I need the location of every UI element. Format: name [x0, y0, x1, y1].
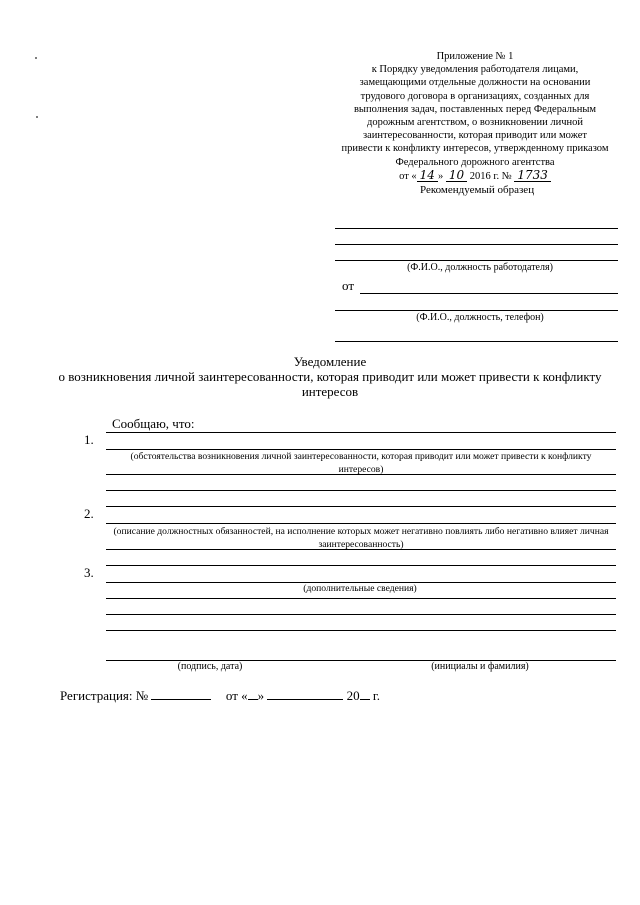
registration-from: от «: [225, 688, 248, 703]
order-year-text: 2016 г. №: [469, 170, 512, 182]
registration-day-blank: [248, 688, 258, 700]
item-caption: (обстоятельства возникновения личной заинтересованности, которая приводит или может привести к конфликту интересов): [130, 451, 592, 475]
item-caption: (описание должностных обязанностей, на исполнение которых может негативно повлиять либо негативно влияет личная заинтересованность): [113, 526, 609, 550]
date-mid: »: [437, 170, 444, 182]
item-line: [106, 598, 616, 599]
item-number: 3.: [84, 565, 94, 580]
registration-number-blank: [151, 688, 211, 700]
item-line: [106, 565, 616, 566]
initials-caption: (инициалы и фамилия): [431, 661, 529, 672]
employer-line: [335, 260, 618, 261]
item-line: [106, 549, 616, 550]
item-line: [106, 474, 616, 475]
notice-title: Уведомление: [293, 354, 367, 369]
registration-year-blank: [360, 688, 370, 700]
appendix-line: привести к конфликту интересов, утвержденному приказом: [341, 143, 609, 155]
recommended-sample-label: Рекомендуемый образец: [420, 184, 535, 196]
employee-line: [360, 293, 618, 294]
item-line: [106, 614, 616, 615]
registration-year-suffix: г.: [372, 688, 381, 703]
item-number: 2.: [84, 506, 94, 521]
registration-century: 20: [346, 688, 360, 703]
item-line: [106, 432, 616, 433]
item-caption: (дополнительные сведения): [303, 583, 417, 594]
order-month: 10: [446, 169, 467, 182]
appendix-line: Федерального дорожного агентства: [395, 156, 555, 168]
item-line: [106, 523, 616, 524]
employee-line: [335, 341, 618, 342]
appendix-header: [340, 50, 610, 183]
registration-row: [60, 688, 380, 704]
item-line: [106, 506, 616, 507]
employer-caption: (Ф.И.О., должность работодателя): [407, 262, 553, 273]
employer-line: [335, 228, 618, 229]
registration-close-quote: »: [257, 688, 265, 703]
signature-caption: (подпись, дата): [177, 661, 243, 672]
appendix-line: замещающими отдельные должности на основании: [359, 77, 591, 89]
order-date-row: [340, 169, 610, 183]
notice-title-block: [50, 354, 610, 399]
employee-line: [335, 310, 618, 311]
from-label: от: [342, 278, 355, 293]
appendix-line: к Порядку уведомления работодателя лицами,: [371, 64, 579, 76]
order-number: 1733: [514, 169, 551, 182]
notice-subtitle: о возникновения личной заинтересованности, которая приводит или может привести к конфликту интересов: [58, 369, 602, 399]
appendix-line: заинтересованности, которая приводит или может: [362, 130, 588, 142]
employee-caption: (Ф.И.О., должность, телефон): [416, 312, 544, 323]
appendix-title: Приложение № 1: [436, 51, 514, 62]
intro-text: Сообщаю, что:: [112, 416, 195, 431]
item-line: [106, 630, 616, 631]
item-line: [106, 490, 616, 491]
date-prefix: от «: [399, 170, 417, 182]
appendix-line: дорожным агентством, о возникновении личной: [367, 117, 583, 129]
employer-line: [335, 244, 618, 245]
appendix-line: трудового договора в организациях, созданных для: [360, 90, 590, 102]
item-line: [106, 449, 616, 450]
order-day: 14: [417, 169, 438, 182]
registration-label: Регистрация: №: [60, 688, 149, 703]
scan-speck: [36, 116, 38, 118]
item-number: 1.: [84, 432, 94, 447]
appendix-line: выполнения задач, поставленных перед Федеральным: [353, 103, 597, 115]
scan-speck: [35, 57, 37, 59]
registration-month-blank: [267, 688, 343, 700]
